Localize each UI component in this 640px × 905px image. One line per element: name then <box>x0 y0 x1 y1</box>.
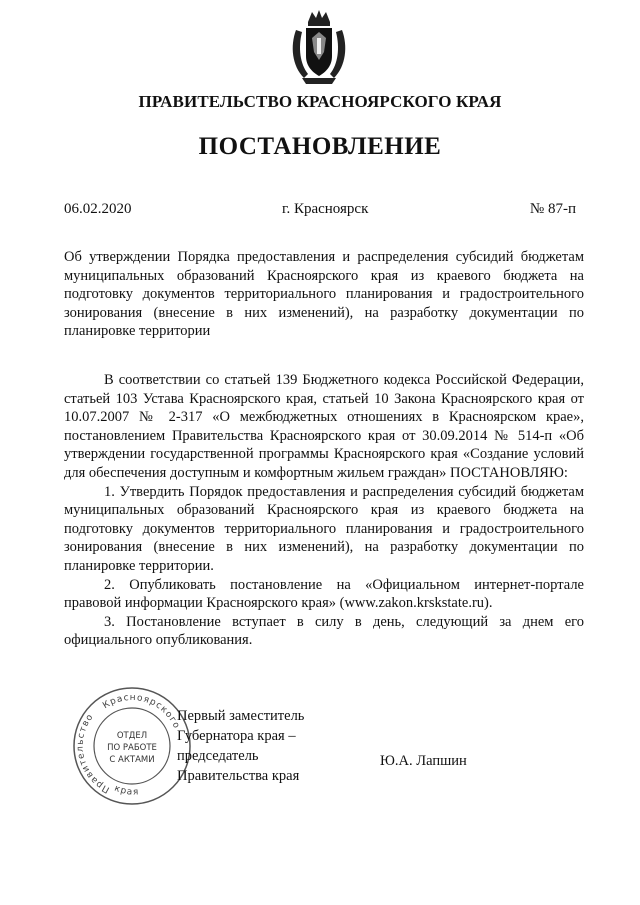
svg-text:Красноярского <box>101 693 181 731</box>
document-date: 06.02.2020 <box>64 201 132 217</box>
official-stamp <box>70 684 194 808</box>
signer-position-line-1: Первый заместитель <box>177 708 305 724</box>
document-number: № 87-п <box>529 201 576 217</box>
document-body <box>64 371 584 650</box>
stamp-ring-left: Правительство <box>75 711 112 795</box>
svg-text:края <box>113 784 140 798</box>
signer-position <box>177 706 304 786</box>
document-type-title: ПОСТАНОВЛЕНИЕ <box>198 133 442 160</box>
signer-position-line-4: Правительства края <box>177 768 300 784</box>
signer-position-line-3: председатель <box>177 748 259 764</box>
document-subject: Об утверждении Порядка предоставления и распределения субсидий бюджетам муниципальных образований Красноярского края из краевого бюджета на подготовку документов территориального планирования и градостроительного зонирования (внесение в них изменений), на разработку документации по планировке территории <box>64 249 584 339</box>
stamp-ring-top: Красноярского <box>101 692 182 731</box>
document-city: г. Красноярск <box>282 201 369 217</box>
signer-name: Ю.А. Лапшин <box>380 753 467 769</box>
signer-position-line-2: Губернатора края – <box>177 728 296 744</box>
organization-name: ПРАВИТЕЛЬСТВО КРАСНОЯРСКОГО КРАЯ <box>138 92 502 111</box>
stamp-ring-bottom: края <box>112 783 140 798</box>
stamp-center-line-1: ОТДЕЛ <box>116 731 148 741</box>
stamp-center-line-3: С АКТАМИ <box>109 755 155 765</box>
coat-of-arms-icon <box>288 8 350 86</box>
preamble-paragraph: В соответствии со статьей 139 Бюджетного кодекса Российской Федерации, статьей 103 Устава Красноярского края, статьей 10 Закона Красноярского края от 10.07.2007 № 2-317 «О межбюджетных отношениях в Красноярском крае», постановлением Правительства Красноярского края от 30.09.2014 № 514-п «Об утверждении государственной программы Красноярского края «Создание условий для обеспечения доступным и комфортным жильем граждан» ПОСТАНОВЛЯЮ: <box>64 372 584 481</box>
clause-3-paragraph: 3. Постановление вступает в силу в день, следующий за днем его официального опубликования. <box>64 613 584 649</box>
stamp-center-line-2: ПО РАБОТЕ <box>107 743 157 753</box>
clause-2-paragraph: 2. Опубликовать постановление на «Официальном интернет-портале правовой информации Красноярского края» (www.zakon.krskstate.ru). <box>64 576 584 612</box>
clause-1-paragraph: 1. Утвердить Порядок предоставления и распределения субсидий бюджетам муниципальных образований Красноярского края из краевого бюджета на подготовку документов территориального планирования и градостроительного зонирования (внесение в них изменений), на разработку документации по планировке территории. <box>64 483 584 574</box>
svg-text:Правительство <box>76 712 112 794</box>
